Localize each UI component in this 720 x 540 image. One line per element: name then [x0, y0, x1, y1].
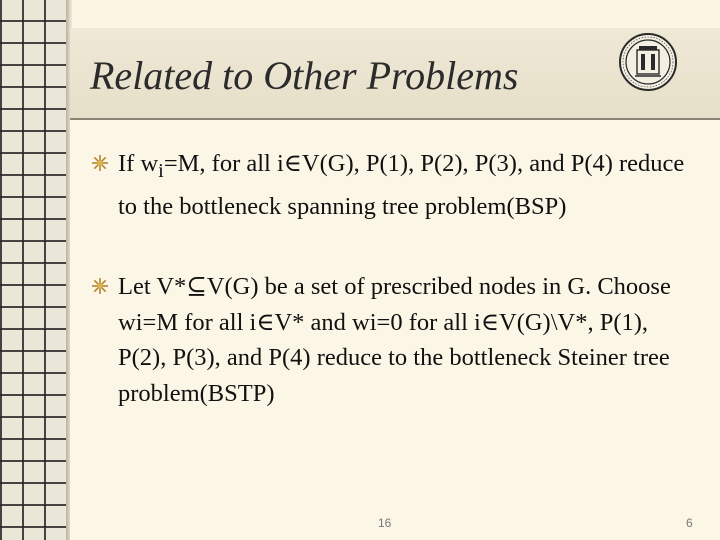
slide-title: Related to Other Problems — [90, 53, 519, 98]
page-number-right: 6 — [686, 516, 693, 530]
sunburst-bullet-icon — [92, 155, 108, 171]
bullet-text: V* and wi=0 for all i — [274, 308, 481, 336]
element-of-symbol: ∈ — [283, 150, 302, 177]
bullet-text: If w — [118, 150, 159, 177]
element-of-symbol: ∈ — [256, 308, 275, 336]
left-grid-strip — [0, 0, 68, 540]
bullet-text: Let V* — [118, 273, 187, 300]
bullet-text: V(G)\V*, P(1), P(2), P(3), and P(4) reduce to the bottleneck Steiner tree problem(BSTP) — [118, 308, 670, 407]
subset-symbol: ⊆ — [186, 273, 207, 300]
bullet-text: =M, for all i — [163, 150, 284, 177]
university-seal-logo — [618, 32, 678, 92]
subscript-i: i — [158, 159, 164, 182]
page-number-center: 16 — [378, 516, 392, 530]
element-of-symbol: ∈ — [480, 308, 499, 336]
bullet-text: V(G), P(1), P(2), P(3), and P(4) reduce to the bottleneck spanning tree problem(BSP) — [118, 150, 685, 221]
bullet-text-bstp — [118, 269, 700, 411]
bullet-text-bsp — [118, 146, 700, 225]
bullet-text: V(G) be a set of prescribed nodes in G. Choose wi=M for all i — [118, 273, 671, 336]
sunburst-bullet-icon — [92, 278, 108, 294]
